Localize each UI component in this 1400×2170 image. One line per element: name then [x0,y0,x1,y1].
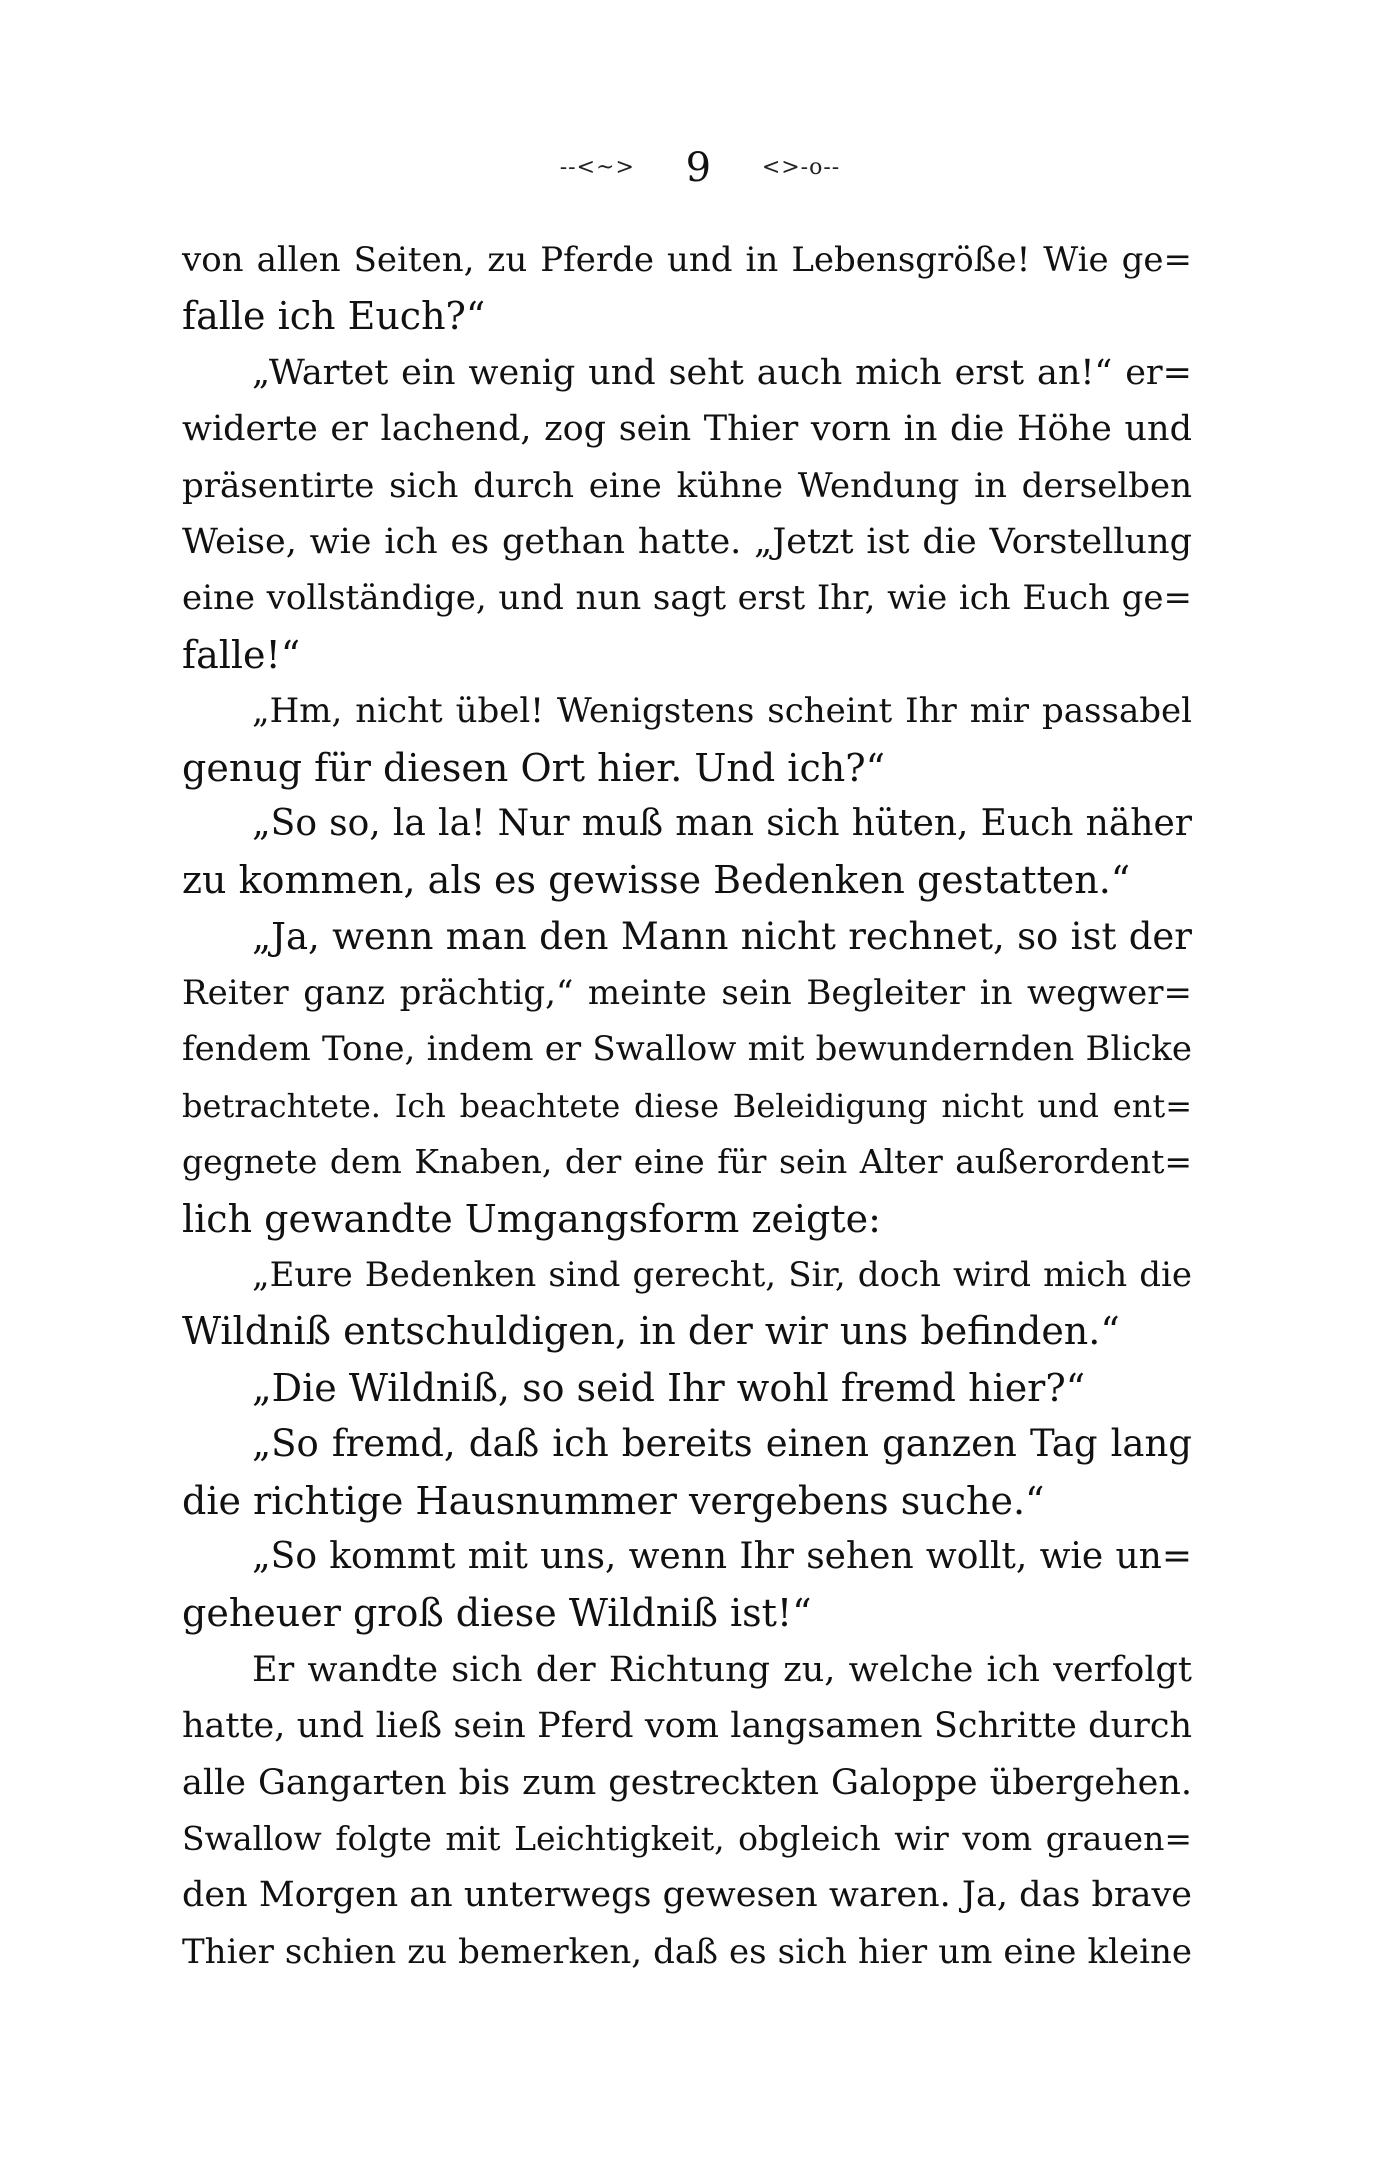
text-line: „Hm, nicht übel! Wenigstens scheint Ihr mir passabel [252,691,1192,732]
ornament-left: --<~> [559,155,635,180]
text-line: „Die Wildniß, so seid Ihr wohl fremd hier?“ [252,1365,1086,1410]
text-line: „So kommt mit uns, wenn Ihr sehen wollt, wie un= [252,1535,1192,1577]
text-line: Reiter ganz prächtig,“ meinte sein Begleiter in wegwer= [182,973,1192,1014]
text-line: falle ich Euch?“ [182,294,486,339]
text-line: geheuer groß diese Wildniß ist!“ [182,1591,812,1636]
body-text [182,232,1192,1980]
text-line: Wildniß entschuldigen, in der wir uns befinden.“ [182,1309,1120,1354]
text-line: gegnete dem Knaben, der eine für sein Alter außerordent= [182,1142,1192,1182]
text-line: „So so, la la! Nur muß man sich hüten, Euch näher [252,802,1192,844]
text-line: fendem Tone, indem er Swallow mit bewundernden Blicke [182,1029,1192,1070]
text-line: widerte er lachend, zog sein Thier vorn in die Höhe und [182,409,1192,450]
text-line: „Ja, wenn man den Mann nicht rechnet, so ist der [252,914,1192,958]
text-line: „Wartet ein wenig und seht auch mich erst an!“ er= [252,352,1192,393]
text-line: Weise, wie ich es gethan hatte. „Jetzt ist die Vorstellung [182,521,1192,562]
text-line: genug für diesen Ort hier. Und ich?“ [182,745,885,790]
text-line: alle Gangarten bis zum gestreckten Galoppe übergehen. [182,1762,1192,1803]
text-line: „So fremd, daß ich bereits einen ganzen Tag lang [252,1422,1192,1466]
text-line: Swallow folgte mit Leichtigkeit, obgleich wir vom grauen= [182,1818,1192,1858]
text-line: hatte, und ließ sein Pferd vom langsamen Schritte durch [182,1706,1192,1747]
text-line: die richtige Hausnummer vergebens suche.“ [182,1478,1045,1523]
text-line: betrachtete. Ich beachtete diese Beleidigung nicht und ent= [182,1086,1192,1125]
text-line: von allen Seiten, zu Pferde und in Lebensgröße! Wie ge= [182,240,1192,280]
page-header [0,140,1400,193]
ornament-right: <>-o-- [761,155,841,180]
text-line: Er wandte sich der Richtung zu, welche ich verfolgt [252,1649,1192,1690]
text-line: „Eure Bedenken sind gerecht, Sir, doch wird mich die [252,1255,1192,1296]
text-line: präsentirte sich durch eine kühne Wendung in derselben [182,465,1192,506]
text-line: den Morgen an unterwegs gewesen waren. Ja, das brave [182,1875,1192,1916]
text-line: eine vollständige, und nun sagt erst Ihr, wie ich Euch ge= [182,578,1192,619]
text-line: zu kommen, als es gewisse Bedenken gestatten.“ [182,858,1131,903]
page-number: 9 [685,145,712,191]
text-line: lich gewandte Umgangsform zeigte: [182,1196,881,1241]
text-line: falle!“ [182,632,301,677]
text-line: Thier schien zu bemerken, daß es sich hier um eine kleine [182,1931,1192,1972]
